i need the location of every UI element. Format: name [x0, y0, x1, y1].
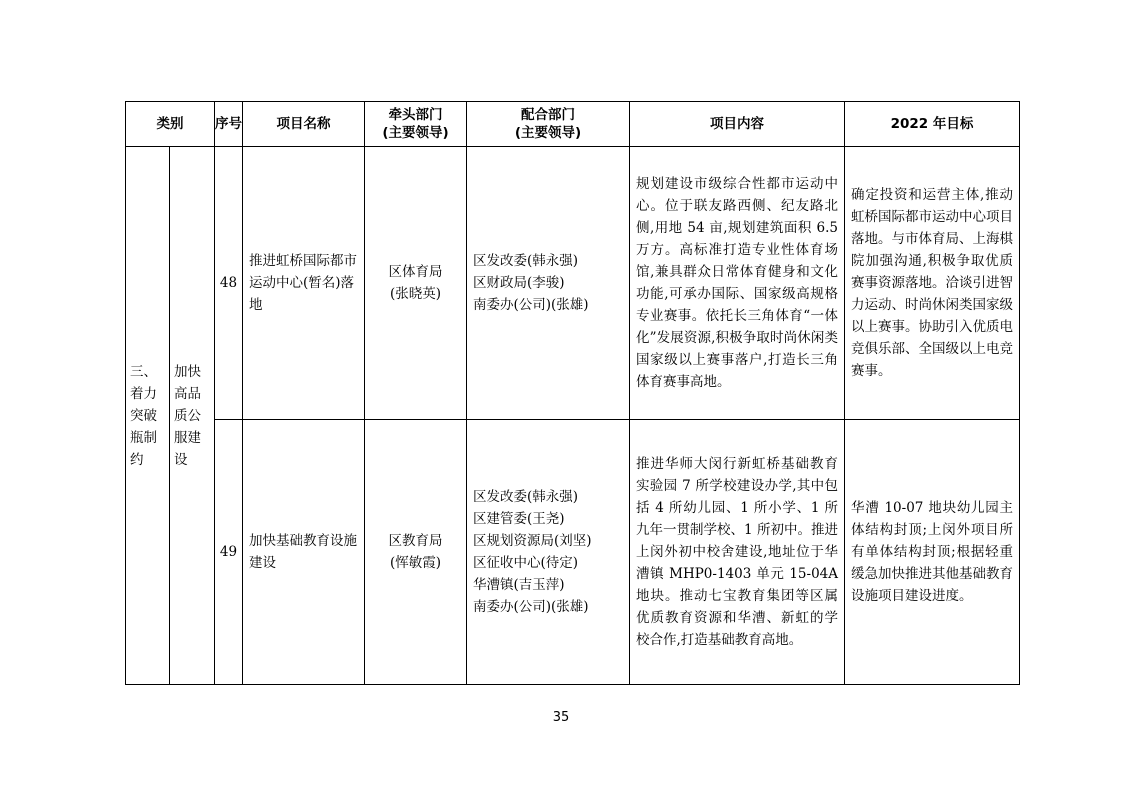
- header-goal: 2022 年目标: [845, 102, 1020, 147]
- row-content: 规划建设市级综合性都市运动中心。位于联友路西侧、纪友路北侧,用地 54 亩,规划建筑面积 6.5 万方。高标准打造专业性体育场馆,兼具群众日常体育健身和文化功能,可承办国际、国家级高规格专业赛事。依托长三角体育“一体化”发展资源,积极争取时尚休闲类国家级以上赛事落户,打造长三角体育赛事高地。: [630, 147, 845, 420]
- row-co-depts: [467, 147, 630, 420]
- header-content: 项目内容: [630, 102, 845, 147]
- header-co-dept-line2: (主要领导): [514, 125, 582, 141]
- row-goal: 确定投资和运营主体,推动虹桥国际都市运动中心项目落地。与市体育局、上海棋院加强沟通,积极争取优质赛事资源落地。洽谈引进智力运动、时尚休闲类国家级以上赛事。协助引入优质电竞俱乐部、全国级以上电竞赛事。: [845, 147, 1020, 420]
- row-co-depts: [467, 420, 630, 685]
- header-lead-dept-line1: 牵头部门: [388, 107, 443, 123]
- lead-person: (张晓英): [389, 286, 442, 302]
- header-lead-dept: [365, 102, 467, 147]
- co-dept-item: 区发改委(韩永强): [473, 253, 579, 269]
- header-name: 项目名称: [243, 102, 365, 147]
- lead-unit: 区体育局: [388, 264, 443, 280]
- co-dept-item: 南委办(公司)(张雄): [473, 297, 589, 313]
- table-row: [126, 147, 1020, 420]
- row-goal: 华漕 10-07 地块幼儿园主体结构封顶;上闵外项目所有单体结构封顶;根据轻重缓急加快推进其他基础教育设施项目建设进度。: [845, 420, 1020, 685]
- header-co-dept: [467, 102, 630, 147]
- row-lead-dept: [365, 420, 467, 685]
- category-level1: 三、着力突破瓶制约: [126, 147, 170, 685]
- lead-person: (恽敏霞): [389, 555, 442, 571]
- co-dept-item: 区征收中心(待定): [473, 555, 579, 571]
- row-project-name: 推进虹桥国际都市运动中心(暂名)落地: [243, 147, 365, 420]
- table-row: [126, 420, 1020, 685]
- row-project-name: 加快基础教育设施建设: [243, 420, 365, 685]
- row-lead-dept: [365, 147, 467, 420]
- row-seq: 48: [215, 147, 243, 420]
- row-seq: 49: [215, 420, 243, 685]
- header-co-dept-line1: 配合部门: [521, 107, 575, 123]
- table-header-row: [126, 102, 1020, 147]
- lead-unit: 区教育局: [388, 533, 443, 549]
- co-dept-item: 区规划资源局(刘坚): [473, 533, 592, 549]
- project-table: [125, 101, 1020, 685]
- co-dept-item: 区财政局(李骏): [473, 275, 565, 291]
- header-category: 类别: [126, 102, 215, 147]
- header-lead-dept-line2: (主要领导): [382, 125, 449, 141]
- co-dept-item: 区建管委(王尧): [473, 511, 565, 527]
- co-dept-item: 南委办(公司)(张雄): [473, 599, 589, 615]
- co-dept-item: 区发改委(韩永强): [473, 489, 579, 505]
- category-level2: 加快高品质公服建设: [170, 147, 215, 685]
- header-seq: 序号: [215, 102, 243, 147]
- page-number: 35: [552, 710, 570, 725]
- co-dept-item: 华漕镇(吉玉萍): [473, 577, 565, 593]
- row-content: 推进华师大闵行新虹桥基础教育实验园 7 所学校建设办学,其中包括 4 所幼儿园、1 所小学、1 所九年一贯制学校、1 所初中。推进上闵外初中校舍建设,地址位于华漕镇 MHP0-1403 单元 15-04A 地块。推动七宝教育集团等区属优质教育资源和华漕、新虹的学校合作,打造基础教育高地。: [630, 420, 845, 685]
